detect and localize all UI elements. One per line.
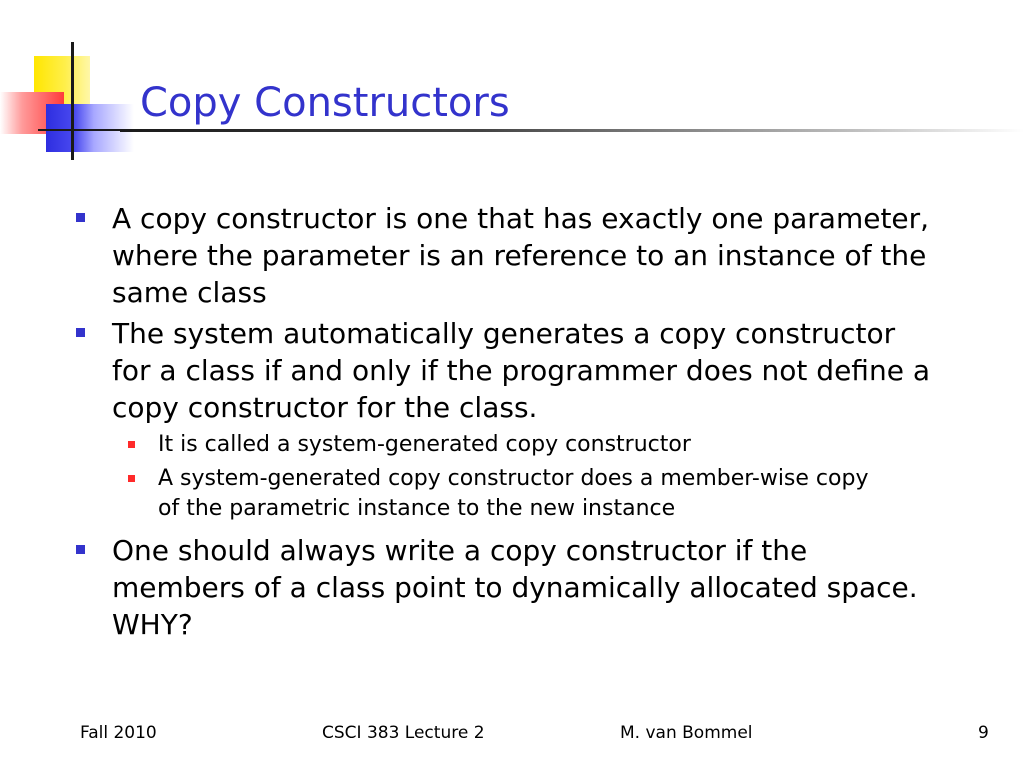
sub-bullet-square-icon bbox=[128, 475, 135, 482]
slide-title: Copy Constructors bbox=[140, 80, 510, 126]
footer-page-number: 9 bbox=[978, 723, 989, 743]
sub-bullet-text: It is called a system-generated copy constructor bbox=[158, 432, 691, 457]
sub-bullet-list bbox=[70, 430, 970, 524]
title-underline-rule bbox=[120, 129, 1024, 132]
sub-bullet-text: A system-generated copy constructor does a member-wise copy of the parametric instance to the new instance bbox=[158, 466, 869, 521]
footer-term: Fall 2010 bbox=[80, 723, 157, 743]
footer-author: M. van Bommel bbox=[620, 723, 753, 743]
bullet-square-icon bbox=[76, 328, 85, 337]
bullet-item bbox=[70, 315, 932, 426]
footer-course: CSCI 383 Lecture 2 bbox=[322, 723, 485, 743]
bullet-item bbox=[70, 200, 932, 311]
sub-bullet-item bbox=[70, 430, 878, 460]
bullet-text: A copy constructor is one that has exactly one parameter, where the parameter is an reference to an instance of the same class bbox=[112, 202, 930, 309]
bullet-text: The system automatically generates a copy constructor for a class if and only if the programmer does not define a copy constructor for the class. bbox=[112, 317, 930, 424]
sub-bullet-item bbox=[70, 464, 878, 524]
logo-vertical-line bbox=[71, 42, 74, 160]
slide-body bbox=[70, 200, 970, 647]
logo-blue-fade bbox=[94, 104, 134, 152]
bullet-text: One should always write a copy constructor if the members of a class point to dynamically allocated space. WHY? bbox=[112, 534, 918, 641]
bullet-square-icon bbox=[76, 545, 85, 554]
bullet-item bbox=[70, 532, 932, 643]
sub-bullet-square-icon bbox=[128, 441, 135, 448]
bullet-square-icon bbox=[76, 213, 85, 222]
logo-blue-square bbox=[46, 104, 94, 152]
slide-logo-decoration bbox=[0, 0, 140, 170]
